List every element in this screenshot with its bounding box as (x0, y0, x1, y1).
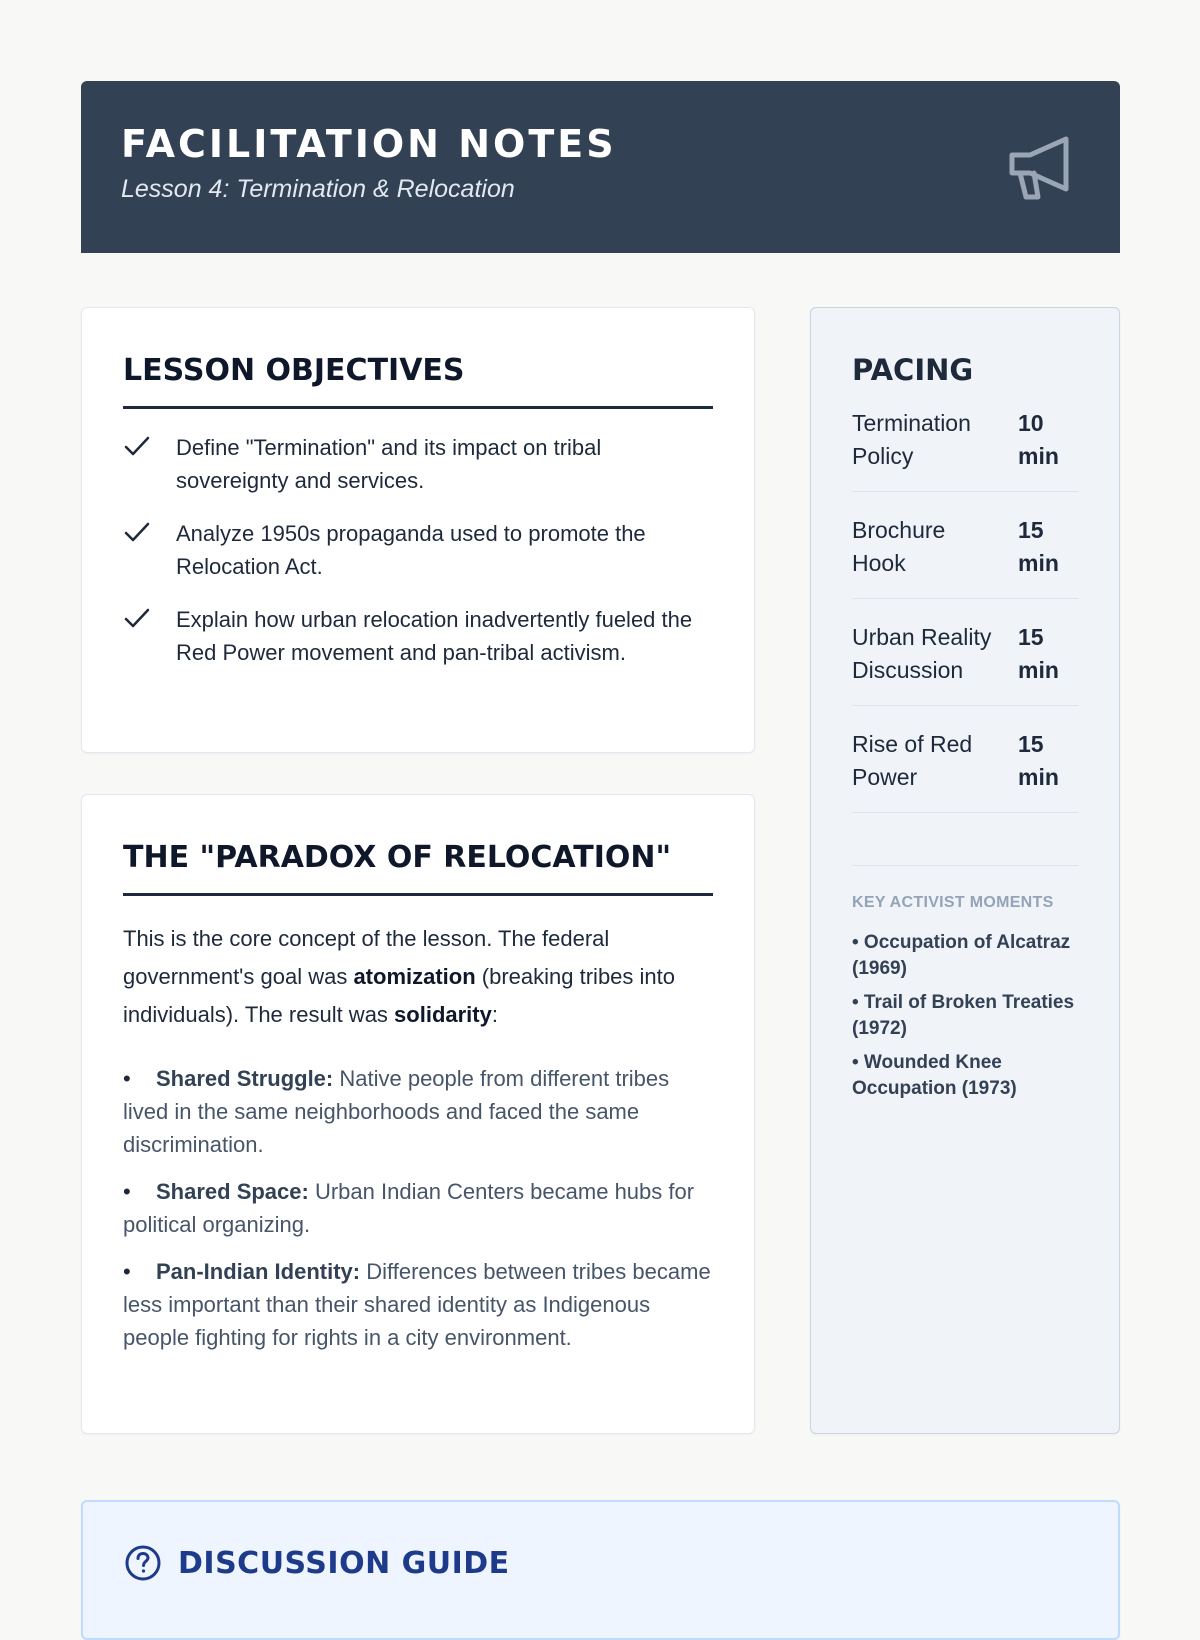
bullet-text: Native people from different tribes lived in the same neighborhoods and faced the same discrimination. (123, 1066, 670, 1157)
bullet-text: Differences between tribes became less important than their shared identity as Indigenous people fighting for rights in a city environment. (123, 1259, 711, 1350)
check-icon (123, 517, 151, 543)
bullet-icon: • (123, 1066, 131, 1091)
objectives-title: LESSON OBJECTIVES (123, 353, 713, 409)
intro-text: This is the core concept of the lesson. The federal government's goal was (123, 926, 610, 989)
list-item (123, 1255, 713, 1354)
pacing-time: 10 min (1018, 410, 1059, 469)
pacing-row (852, 512, 1078, 599)
key-moments-title: KEY ACTIVIST MOMENTS (852, 894, 1054, 911)
list-item (123, 1175, 713, 1241)
bullet-text: Urban Indian Centers became hubs for political organizing. (123, 1179, 695, 1237)
page-header (81, 81, 1120, 253)
megaphone-icon (1006, 133, 1076, 205)
bullet-label: Shared Space: (156, 1179, 309, 1204)
intro-text: : (491, 1002, 498, 1027)
paradox-card (81, 794, 755, 1434)
objective-text: Analyze 1950s propaganda used to promote the Relocation Act. (176, 521, 646, 579)
pacing-label: Rise of Red Power (852, 731, 973, 790)
intro-text: (breaking tribes into individuals). The result was (123, 964, 675, 1027)
objective-text: Explain how urban relocation inadvertently fueled the Red Power movement and pan-tribal activism. (176, 607, 693, 665)
pacing-time: 15 min (1018, 731, 1059, 790)
pacing-label: Brochure Hook (852, 517, 946, 576)
pacing-time: 15 min (1018, 624, 1059, 683)
list-item (123, 603, 713, 669)
key-moment-item: • Trail of Broken Treaties (1972) (852, 992, 1075, 1039)
pacing-label: Urban Reality Discussion (852, 624, 992, 683)
page-title: FACILITATION NOTES (121, 122, 617, 166)
objectives-list (123, 431, 713, 669)
list-item (123, 431, 713, 497)
discussion-header (124, 1544, 1077, 1582)
intro-emphasis: solidarity (394, 1002, 492, 1027)
discussion-title: DISCUSSION GUIDE (178, 1545, 510, 1581)
pacing-title: PACING (852, 353, 974, 387)
key-moments-section (852, 865, 1078, 1102)
objective-text: Define "Termination" and its impact on tribal sovereignty and services. (176, 435, 602, 493)
pacing-row (852, 405, 1078, 492)
list-item (123, 1062, 713, 1161)
paradox-intro (123, 920, 713, 1034)
check-icon (123, 603, 151, 629)
pacing-row (852, 726, 1078, 813)
pacing-label: Termination Policy (852, 410, 971, 469)
discussion-guide-card (81, 1500, 1120, 1640)
question-circle-icon (124, 1544, 162, 1582)
list-item (123, 517, 713, 583)
pacing-card (810, 307, 1120, 1434)
intro-emphasis: atomization (353, 964, 476, 989)
check-icon (123, 431, 151, 457)
key-moment-item: • Wounded Knee Occupation (1973) (852, 1052, 1017, 1099)
bullet-label: Pan-Indian Identity: (156, 1259, 361, 1284)
bullet-icon: • (123, 1179, 131, 1204)
paradox-title: THE "PARADOX OF RELOCATION" (123, 840, 713, 896)
key-moment-item: • Occupation of Alcatraz (1969) (852, 932, 1071, 979)
bullet-label: Shared Struggle: (156, 1066, 334, 1091)
pacing-time: 15 min (1018, 517, 1059, 576)
pacing-row (852, 619, 1078, 706)
paradox-bullets (123, 1062, 713, 1354)
lesson-objectives-card (81, 307, 755, 753)
page-subtitle: Lesson 4: Termination & Relocation (121, 175, 515, 203)
bullet-icon: • (123, 1259, 131, 1284)
